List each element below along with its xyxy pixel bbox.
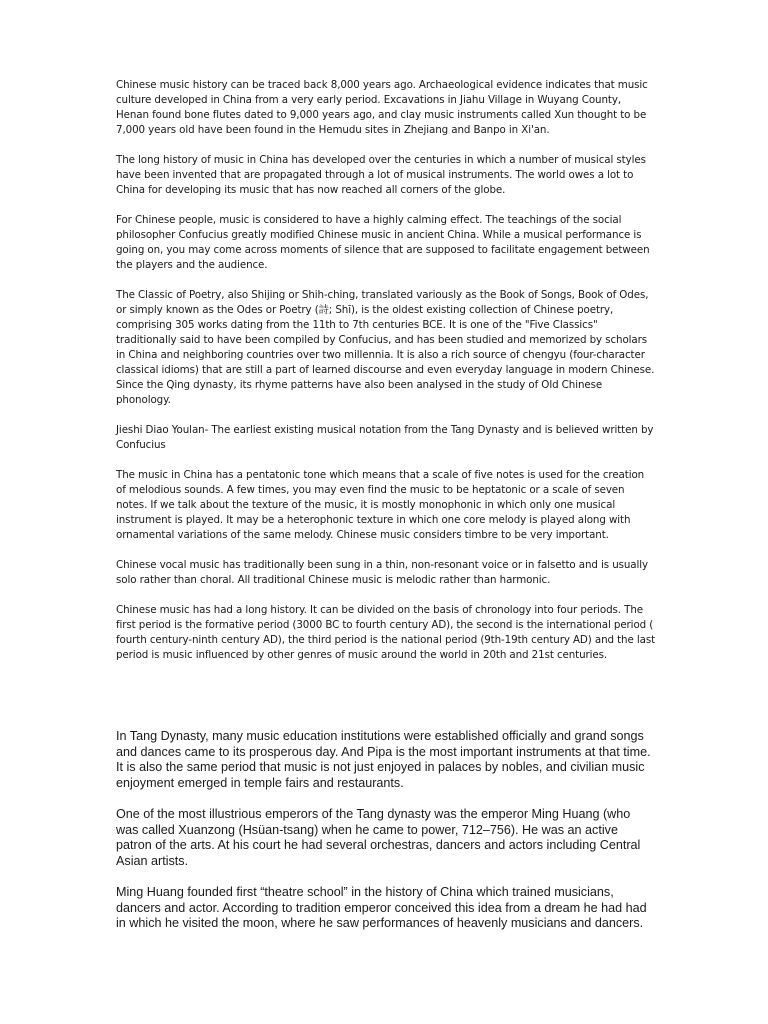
- paragraph-music-history-origins: Chinese music history can be traced back 8,000 years ago. Archaeological evidence indicates that music culture developed in China from a very early period. Excavations in Jiahu Village in Wuyang County, Henan found bone flutes dated to 9,000 years ago, and clay music instruments called Xun thought to be 7,000 years old have been found in the Hemudu sites in Zhejiang and Banpo in Xi'an.: [116, 79, 648, 136]
- text-section-calibri: [116, 78, 656, 678]
- paragraph-tang-dynasty-institutions: In Tang Dynasty, many music education institutions were established officially and grand songs and dances came to its prosperous day. And Pipa is the most important instruments at that time. It is also the same period that music is not just enjoyed in palaces by nobles, and civilian music enjoyment emerged in temple fairs and restaurants.: [116, 729, 651, 790]
- paragraph-classic-of-poetry: The Classic of Poetry, also Shijing or Shih-ching, translated variously as the Book of Songs, Book of Odes, or simply known as the Odes or Poetry (詩; Shī), is the oldest existing collection of Chinese poetry, comprising 305 works dating from the 11th to 7th centuries BCE. It is one of the "Five Classics" traditionally said to have been compiled by Confucius, and has been studied and memorized by scholars in China and neighboring countries over two millennia. It is also a rich source of chengyu (four-character classical idioms) that are still a part of learned discourse and even everyday language in modern Chinese. Since the Qing dynasty, its rhyme patterns have also been analysed in the study of Old Chinese phonology.: [116, 289, 655, 406]
- paragraph-theatre-school: Ming Huang founded first “theatre school” in the history of China which trained musicians, dancers and actor. According to tradition emperor conceived this idea from a dream he had had in which he visited the moon, where he saw performances of heavenly musicians and dancers.: [116, 885, 647, 930]
- paragraph-emperor-ming-huang: One of the most illustrious emperors of the Tang dynasty was the emperor Ming Huang (who was called Xuanzong (Hsüan-tsang) when he came to power, 712–756). He was an active patron of the arts. At his court he had several orchestras, dancers and actors including Central Asian artists.: [116, 807, 641, 868]
- paragraph-long-history: The long history of music in China has developed over the centuries in which a number of musical styles have been invented that are propagated through a lot of musical instruments. The world owes a lot to China for developing its music that has now reached all corners of the globe.: [116, 154, 646, 196]
- paragraph-confucius-calming: For Chinese people, music is considered to have a highly calming effect. The teachings of the social philosopher Confucius greatly modified Chinese music in ancient China. While a musical performance is going on, you may come across moments of silence that are supposed to facilitate engagement between the players and the audience.: [116, 214, 650, 271]
- paragraph-four-periods: Chinese music has had a long history. It can be divided on the basis of chronology into four periods. The first period is the formative period (3000 BC to fourth century AD), the second is the international period ( fourth century-ninth century AD), the third period is the national period (9th-19th century AD) and the last period is music influenced by other genres of music around the world in 20th and 21st centuries.: [116, 604, 656, 661]
- paragraph-pentatonic-tone: The music in China has a pentatonic tone which means that a scale of five notes is used for the creation of melodious sounds. A few times, you may even find the music to be heptatonic or a scale of seven notes. If we talk about the texture of the music, it is mostly monophonic in which only one musical instrument is played. It may be a heterophonic texture in which one core melody is played along with ornamental variations of the same melody. Chinese music considers timbre to be very important.: [116, 469, 645, 541]
- text-section-arial: [116, 729, 656, 948]
- paragraph-jieshi-diao-youlan: Jieshi Diao Youlan- The earliest existing musical notation from the Tang Dynasty and is believed written by Confucius: [116, 424, 654, 451]
- paragraph-vocal-music: Chinese vocal music has traditionally been sung in a thin, non-resonant voice or in falsetto and is usually solo rather than choral. All traditional Chinese music is melodic rather than harmonic.: [116, 559, 649, 586]
